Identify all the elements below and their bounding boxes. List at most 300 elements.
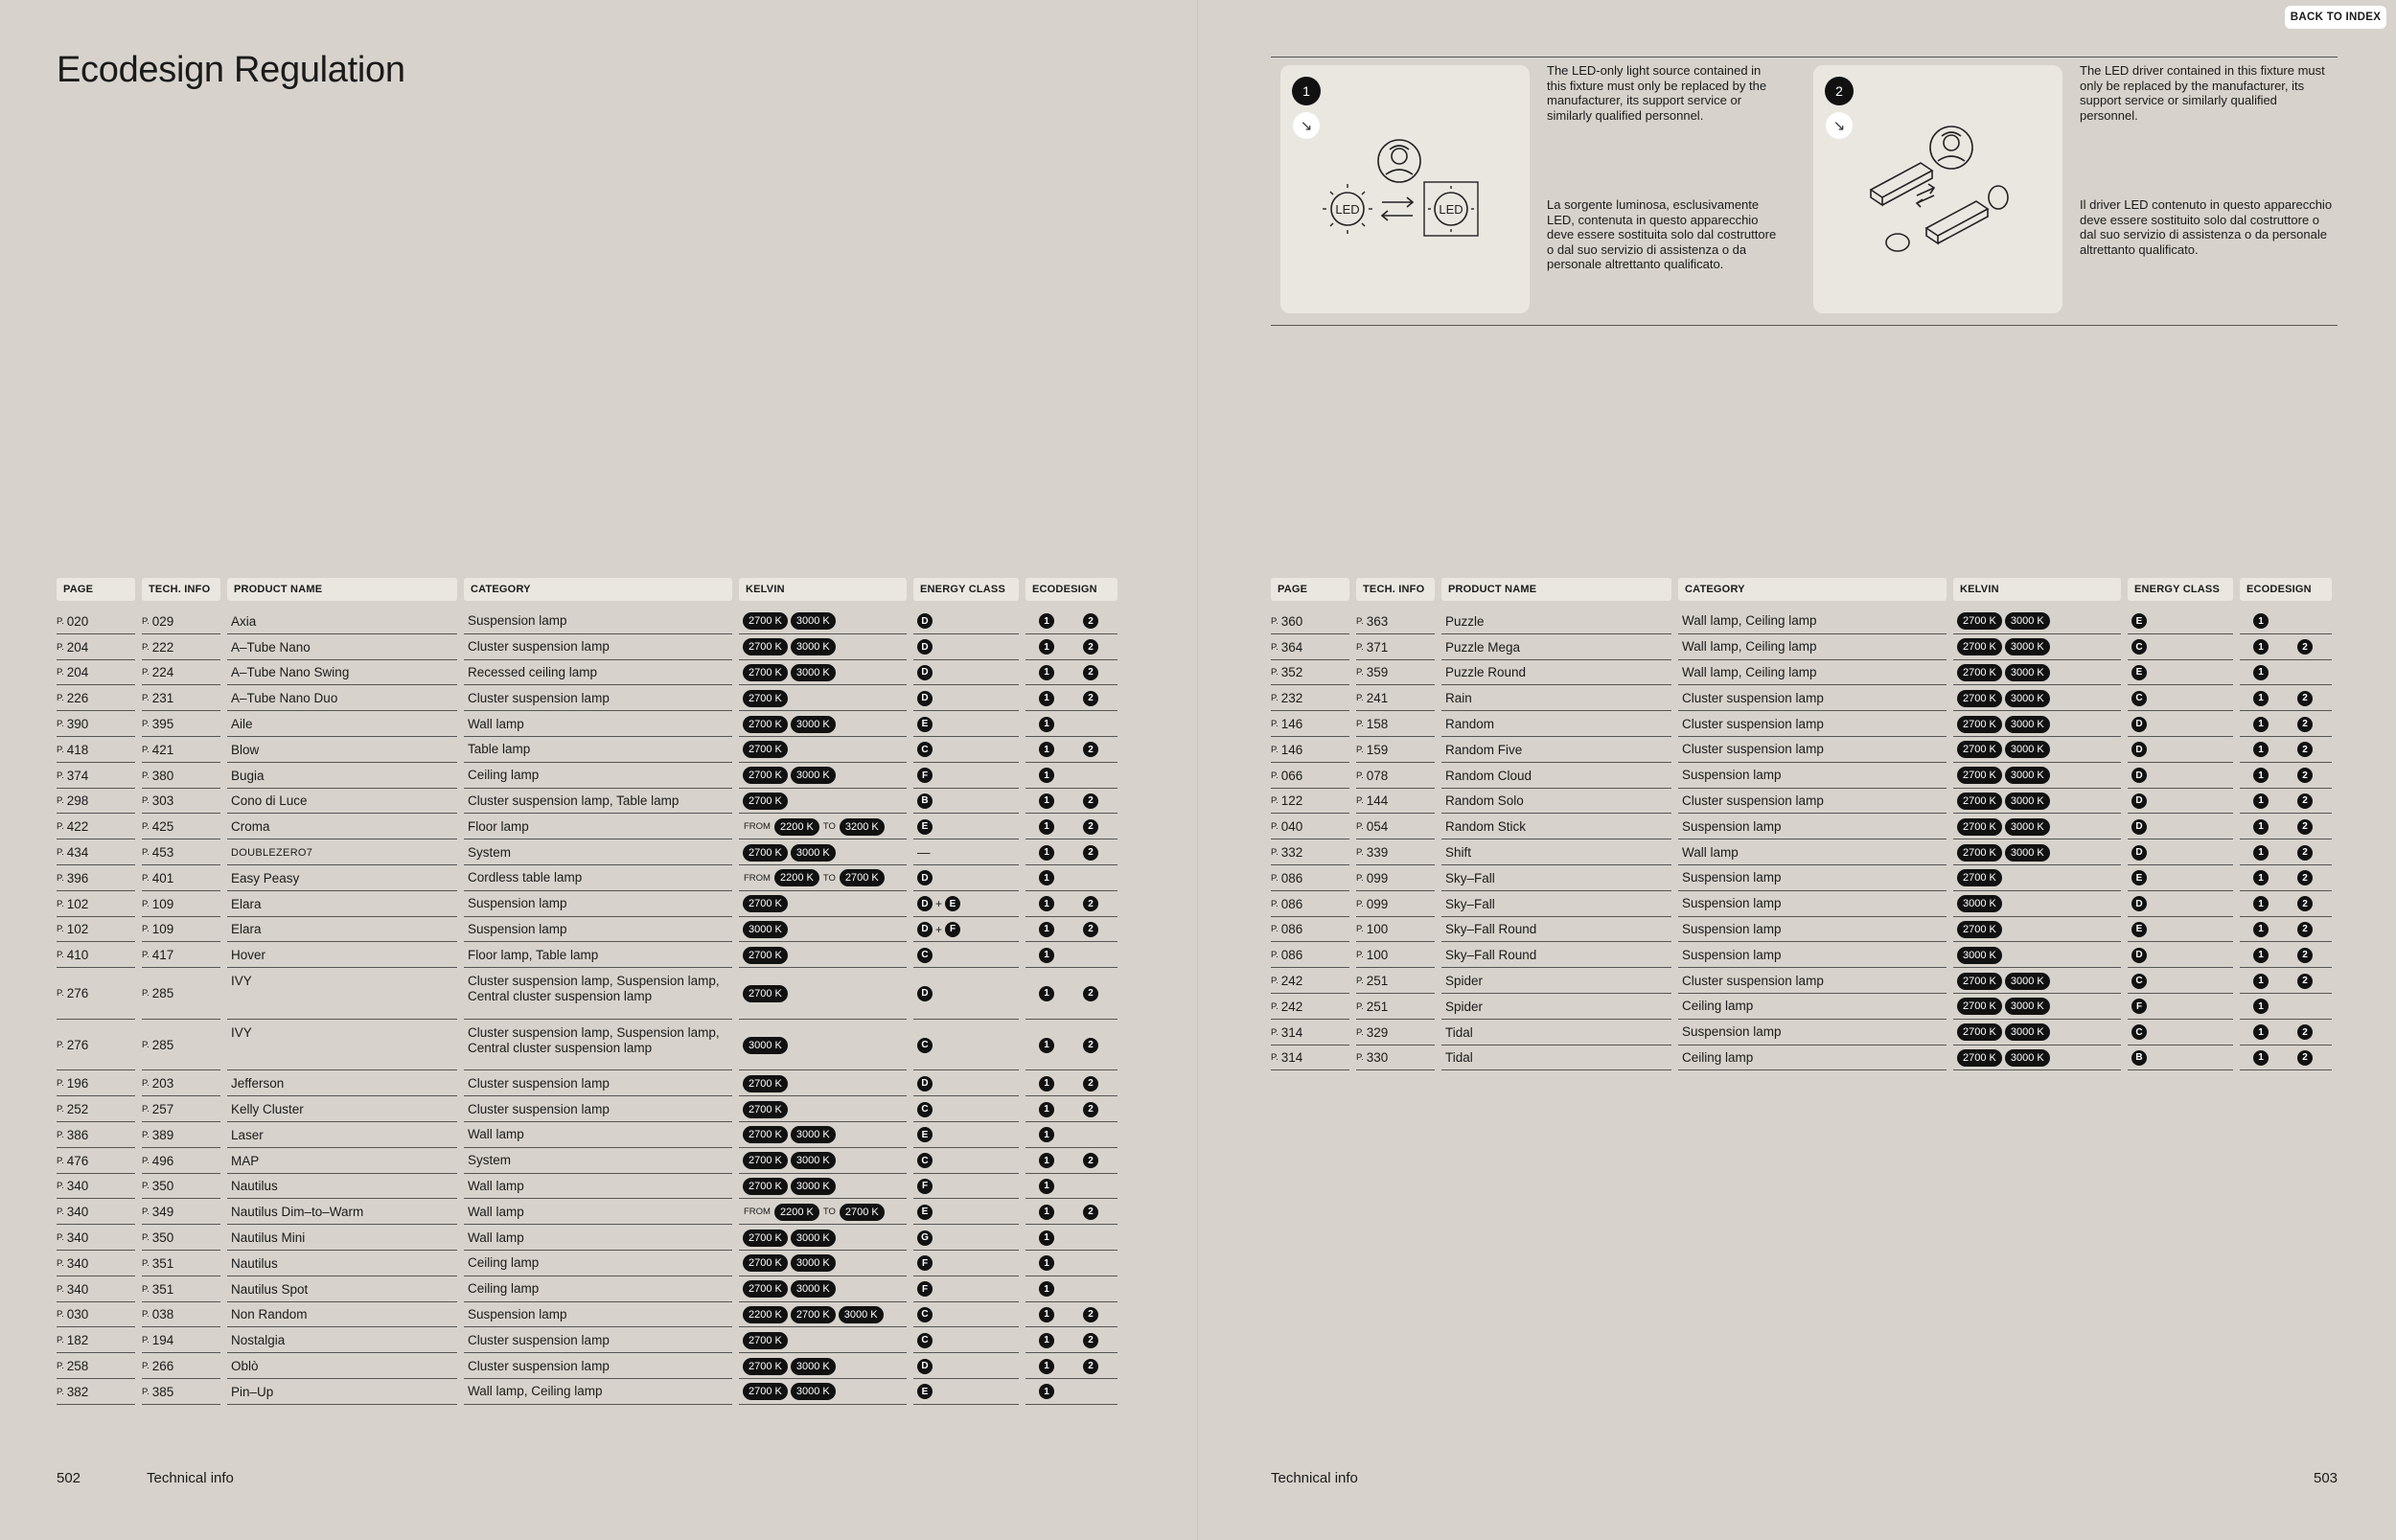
ecodesign-cell: 1 2	[2244, 1020, 2336, 1046]
kelvin-cell: 2700 K 3000 K	[1957, 1020, 2125, 1046]
kelvin-cell: 2700 K 3000 K	[743, 1379, 910, 1405]
ecodesign-cell: 1 2	[1029, 634, 1121, 660]
table-row	[57, 1020, 1130, 1071]
kelvin-cell: FROM 2200 K TO 3200 K	[743, 814, 910, 839]
table-row	[57, 609, 1130, 634]
category-cell: Recessed ceiling lamp	[468, 664, 598, 679]
ecodesign-cell: 1	[1029, 1174, 1121, 1200]
page-cell: P. 340	[57, 1205, 89, 1220]
ecodesign-cell: 1 2	[1029, 685, 1121, 711]
category-cell: Cluster suspension lamp	[1682, 716, 1824, 731]
category-cell: Suspension lamp	[1682, 921, 1782, 936]
table-row	[57, 1251, 1130, 1276]
page-title: Ecodesign Regulation	[57, 50, 405, 90]
table-row	[57, 1302, 1130, 1328]
category-cell: Suspension lamp	[1682, 818, 1782, 834]
led-label-1: LED	[1335, 202, 1360, 217]
notes-bottom-rule	[1271, 325, 2338, 326]
ecodesign-cell: 1 2	[1029, 1148, 1121, 1174]
kelvin-cell: 2700 K 3000 K	[743, 1174, 910, 1200]
product-name-cell: Sky–Fall	[1445, 870, 1495, 885]
ecodesign-cell: 1	[1029, 1379, 1121, 1405]
note-2-badge: 2	[1825, 77, 1854, 105]
table-row	[57, 1353, 1130, 1379]
kelvin-cell: 3000 K	[1957, 891, 2125, 917]
tech-info-cell: P. 109	[142, 896, 174, 911]
kelvin-cell: 2700 K	[743, 1070, 910, 1096]
tech-info-cell: P. 350	[142, 1179, 174, 1194]
kelvin-cell: 2700 K 3000 K	[1957, 609, 2125, 634]
category-cell: System	[468, 844, 512, 860]
product-name-cell: Nautilus Dim–to–Warm	[231, 1205, 364, 1220]
note-1-text-it: La sorgente luminosa, esclusivamente LED, contenuta in questo apparecchio deve essere sostituita solo dal costruttore o dal suo servizio di assistenza o da personale altrettanto qualificato.	[1547, 197, 1777, 271]
right-page	[1198, 0, 2396, 1540]
energy-class-cell: E	[917, 1122, 1023, 1148]
product-name-cell: Croma	[231, 819, 270, 835]
energy-class-cell: C	[917, 1327, 1023, 1353]
kelvin-cell: 2700 K 3000 K	[743, 1122, 910, 1148]
row-rule	[1356, 1069, 1435, 1070]
product-name-cell: MAP	[231, 1153, 260, 1168]
ecodesign-cell: 1	[1029, 1122, 1121, 1148]
footer-section-label: Technical info	[1271, 1470, 1358, 1486]
ecodesign-cell: 1 2	[2244, 737, 2336, 763]
column-header: TECH. INFO	[1356, 578, 1435, 601]
ecodesign-cell: 1 2	[1029, 839, 1121, 865]
product-name-cell: Random Five	[1445, 742, 1523, 757]
category-cell: Cluster suspension lamp	[468, 639, 610, 655]
energy-class-cell: D	[917, 1070, 1023, 1096]
column-header: ECODESIGN	[1025, 578, 1117, 601]
table-row	[57, 1327, 1130, 1353]
tech-info-cell: P. 496	[142, 1153, 174, 1168]
energy-class-cell: C	[917, 1020, 1023, 1071]
energy-class-cell: —	[917, 845, 931, 861]
page-cell: P. 146	[1271, 742, 1303, 757]
table-row	[57, 814, 1130, 839]
ecodesign-cell: 1 2	[2244, 942, 2336, 968]
page-cell: P. 252	[57, 1102, 89, 1117]
table-row	[1271, 1020, 2344, 1046]
tech-info-cell: P. 266	[142, 1359, 174, 1374]
table-row	[57, 1070, 1130, 1096]
kelvin-cell: 2700 K	[743, 1096, 910, 1122]
table-row	[57, 1225, 1130, 1251]
page-cell: P. 086	[1271, 870, 1303, 885]
tech-info-cell: P. 203	[142, 1076, 174, 1092]
row-rule	[913, 1404, 1019, 1405]
table-row	[57, 1379, 1130, 1405]
energy-class-cell: C	[917, 1148, 1023, 1174]
category-cell: Wall lamp	[1682, 844, 1739, 860]
energy-class-cell: C	[917, 1302, 1023, 1328]
energy-class-cell: C	[917, 737, 1023, 763]
column-header: KELVIN	[1953, 578, 2121, 601]
product-name-cell: DOUBLEZERO7	[231, 846, 313, 859]
ecodesign-cell: 1	[1029, 1251, 1121, 1276]
tech-info-cell: P. 159	[1356, 742, 1389, 757]
table-row	[1271, 737, 2344, 763]
kelvin-cell: 2700 K 3000 K	[1957, 789, 2125, 815]
category-cell: Cordless table lamp	[468, 870, 583, 885]
product-name-cell: Laser	[231, 1127, 264, 1142]
category-cell: Ceiling lamp	[1682, 999, 1754, 1014]
tech-info-cell: P. 038	[142, 1307, 174, 1322]
category-cell: Cluster suspension lamp, Suspension lamp, Central cluster suspension lamp	[468, 1024, 720, 1055]
kelvin-cell: 2700 K 3000 K	[1957, 814, 2125, 839]
ecodesign-cell: 1 2	[1029, 789, 1121, 815]
note-2-text-en: The LED driver contained in this fixture must only be replaced by the manufacturer, its support service or similarly qualified personnel.	[2080, 63, 2325, 123]
ecodesign-cell: 1 2	[2244, 1046, 2336, 1071]
left-page	[0, 0, 1197, 1540]
category-cell: Ceiling lamp	[468, 768, 540, 783]
back-to-index-button[interactable]: BACK TO INDEX	[2285, 6, 2386, 29]
kelvin-cell: 2700 K	[1957, 865, 2125, 891]
kelvin-cell: FROM 2200 K TO 2700 K	[743, 1199, 910, 1225]
note-1-text-en: The LED-only light source contained in this fixture must only be replaced by the manufacturer, its support service or similarly qualified personnel.	[1547, 63, 1767, 123]
tech-info-cell: P. 330	[1356, 1050, 1389, 1066]
table-row	[57, 660, 1130, 686]
page-cell: P. 340	[57, 1179, 89, 1194]
product-name-cell: Sky–Fall Round	[1445, 948, 1537, 963]
product-name-cell: Spider	[1445, 999, 1484, 1014]
table-row	[1271, 814, 2344, 839]
ecodesign-cell: 1 2	[2244, 814, 2336, 839]
kelvin-cell: 2700 K	[743, 942, 910, 968]
table-row	[1271, 609, 2344, 634]
product-name-cell: Puzzle Round	[1445, 665, 1527, 680]
energy-class-cell: C	[917, 942, 1023, 968]
ecodesign-cell: 1 2	[2244, 891, 2336, 917]
row-rule	[227, 1404, 457, 1405]
product-name-cell: Oblò	[231, 1359, 259, 1374]
ecodesign-cell: 1 2	[1029, 737, 1121, 763]
product-name-cell: Blow	[231, 742, 260, 757]
energy-class-cell: G	[917, 1225, 1023, 1251]
page-cell: P. 390	[57, 717, 89, 732]
row-rule	[1271, 1069, 1349, 1070]
tech-info-cell: P. 371	[1356, 639, 1389, 655]
column-header: CATEGORY	[1678, 578, 1947, 601]
product-name-cell: A–Tube Nano	[231, 639, 311, 655]
product-name-cell: Nautilus Mini	[231, 1230, 306, 1246]
ecodesign-cell: 1 2	[1029, 891, 1121, 917]
tech-info-cell: P. 078	[1356, 768, 1389, 783]
row-rule	[739, 1404, 907, 1405]
table-row	[1271, 763, 2344, 789]
row-rule	[464, 1404, 732, 1405]
energy-class-cell: F	[2131, 994, 2237, 1020]
kelvin-cell: 2700 K	[743, 685, 910, 711]
ecodesign-cell: 1	[1029, 763, 1121, 789]
page-cell: P. 242	[1271, 974, 1303, 989]
product-name-cell: Nostalgia	[231, 1333, 286, 1348]
energy-class-cell: D	[917, 634, 1023, 660]
ecodesign-cell: 1	[2244, 609, 2336, 634]
category-cell: Suspension lamp	[1682, 896, 1782, 911]
note-2-text-it: Il driver LED contenuto in questo apparecchio deve essere sostituito solo dal costruttore o dal suo servizio di assistenza o da personale altrettanto qualificato.	[2080, 197, 2333, 257]
page-cell: P. 410	[57, 948, 89, 963]
footer-page-number: 502	[57, 1470, 81, 1486]
ecodesign-cell: 1 2	[2244, 711, 2336, 737]
product-name-cell: IVY	[231, 1024, 252, 1040]
energy-class-cell: D	[917, 1353, 1023, 1379]
page-cell: P. 020	[57, 613, 89, 629]
table-row	[57, 891, 1130, 917]
energy-class-cell: C	[2131, 968, 2237, 994]
page-cell: P. 352	[1271, 665, 1303, 680]
column-header: PAGE	[57, 578, 135, 601]
ecodesign-cell: 1 2	[2244, 763, 2336, 789]
ecodesign-cell: 1	[1029, 1225, 1121, 1251]
table-row	[57, 865, 1130, 891]
category-cell: Wall lamp, Ceiling lamp	[1682, 613, 1817, 629]
product-name-cell: Bugia	[231, 768, 265, 783]
energy-class-cell: F	[917, 1276, 1023, 1302]
category-cell: Cluster suspension lamp	[1682, 690, 1824, 705]
category-cell: Wall lamp	[468, 716, 524, 731]
product-name-cell: Puzzle Mega	[1445, 639, 1521, 655]
tech-info-cell: P. 054	[1356, 819, 1389, 835]
led-label-2: LED	[1439, 202, 1463, 217]
page-cell: P. 030	[57, 1307, 89, 1322]
tech-info-cell: P. 100	[1356, 948, 1389, 963]
column-header: PAGE	[1271, 578, 1349, 601]
energy-class-cell: C	[2131, 685, 2237, 711]
energy-class-cell: F	[917, 1174, 1023, 1200]
arrow-down-right-icon: ↘	[1293, 112, 1320, 139]
note-1-badge: 1	[1292, 77, 1321, 105]
column-header: TECH. INFO	[142, 578, 220, 601]
kelvin-cell: 3000 K	[743, 1020, 910, 1071]
product-name-cell: Random Solo	[1445, 793, 1524, 809]
energy-class-cell: D	[917, 685, 1023, 711]
tech-info-cell: P. 453	[142, 845, 174, 861]
energy-class-cell: C	[2131, 634, 2237, 660]
tech-info-cell: P. 109	[142, 922, 174, 937]
product-name-cell: Aile	[231, 717, 253, 732]
table-row	[1271, 917, 2344, 943]
product-name-cell: Elara	[231, 922, 262, 937]
tech-info-cell: P. 099	[1356, 896, 1389, 911]
table-row	[57, 711, 1130, 737]
kelvin-cell: FROM 2200 K TO 2700 K	[743, 865, 910, 891]
tech-info-cell: P. 359	[1356, 665, 1389, 680]
page-cell: P. 340	[57, 1230, 89, 1246]
tech-info-cell: P. 029	[142, 613, 174, 629]
page-cell: P. 332	[1271, 845, 1303, 861]
page-cell: P. 146	[1271, 717, 1303, 732]
product-name-cell: IVY	[231, 974, 252, 989]
table-row	[57, 1148, 1130, 1174]
category-cell: Suspension lamp	[468, 896, 567, 911]
page-cell: P. 066	[1271, 768, 1303, 783]
table-row	[57, 789, 1130, 815]
kelvin-cell: 2700 K 3000 K	[743, 1225, 910, 1251]
column-header: ENERGY CLASS	[913, 578, 1019, 601]
ecodesign-cell: 1 2	[1029, 1327, 1121, 1353]
ecodesign-cell: 1	[1029, 711, 1121, 737]
kelvin-cell: 2700 K 3000 K	[743, 634, 910, 660]
page-cell: P. 418	[57, 742, 89, 757]
table-row	[57, 839, 1130, 865]
column-header: KELVIN	[739, 578, 907, 601]
kelvin-cell: 2700 K 3000 K	[1957, 660, 2125, 686]
category-cell: Suspension lamp	[468, 921, 567, 936]
tech-info-cell: P. 303	[142, 793, 174, 809]
ecodesign-cell: 1	[1029, 942, 1121, 968]
category-cell: Cluster suspension lamp	[468, 690, 610, 705]
tech-info-cell: P. 285	[142, 1038, 174, 1053]
tech-info-cell: P. 417	[142, 948, 174, 963]
ecodesign-cell: 1 2	[1029, 660, 1121, 686]
ecodesign-cell: 1 2	[2244, 685, 2336, 711]
product-name-cell: Elara	[231, 896, 262, 911]
note-1-illustration	[1280, 65, 1530, 313]
tech-info-cell: P. 401	[142, 870, 174, 885]
category-cell: Wall lamp, Ceiling lamp	[1682, 639, 1817, 655]
footer-page-number: 503	[2314, 1470, 2338, 1486]
energy-class-cell: D	[917, 865, 1023, 891]
ecodesign-cell: 1 2	[2244, 634, 2336, 660]
ecodesign-cell: 1 2	[1029, 609, 1121, 634]
kelvin-cell: 2700 K	[743, 789, 910, 815]
kelvin-cell: 2700 K 3000 K	[1957, 839, 2125, 865]
product-name-cell: Tidal	[1445, 1024, 1473, 1040]
product-name-cell: Random Stick	[1445, 819, 1527, 835]
energy-class-cell: D	[2131, 942, 2237, 968]
kelvin-cell: 2700 K 3000 K	[743, 660, 910, 686]
energy-class-cell: E	[2131, 609, 2237, 634]
category-cell: Wall lamp	[468, 1178, 524, 1193]
page-cell: P. 204	[57, 639, 89, 655]
table-row	[57, 1096, 1130, 1122]
category-cell: Cluster suspension lamp	[1682, 973, 1824, 988]
category-cell: Suspension lamp	[1682, 947, 1782, 962]
tech-info-cell: P. 285	[142, 986, 174, 1001]
tech-info-cell: P. 222	[142, 639, 174, 655]
column-header: PRODUCT NAME	[1441, 578, 1671, 601]
energy-class-cell: D + F	[917, 917, 1023, 943]
ecodesign-cell: 1 2	[1029, 1353, 1121, 1379]
product-name-cell: Random	[1445, 717, 1495, 732]
table-row	[1271, 789, 2344, 815]
table-row	[1271, 994, 2344, 1020]
page-cell: P. 340	[57, 1281, 89, 1297]
kelvin-cell: 2700 K 3000 K	[1957, 968, 2125, 994]
category-cell: Cluster suspension lamp	[468, 1075, 610, 1091]
category-cell: Cluster suspension lamp, Suspension lamp, Central cluster suspension lamp	[468, 974, 720, 1004]
page-cell: P. 196	[57, 1076, 89, 1092]
ecodesign-cell: 1	[1029, 1276, 1121, 1302]
tech-info-cell: P. 351	[142, 1281, 174, 1297]
column-header: ECODESIGN	[2240, 578, 2332, 601]
energy-class-cell: D	[2131, 839, 2237, 865]
product-name-cell: Tidal	[1445, 1050, 1473, 1066]
table-row	[1271, 968, 2344, 994]
table-row	[57, 942, 1130, 968]
energy-class-cell: D	[2131, 763, 2237, 789]
kelvin-cell: 2700 K 3000 K	[1957, 711, 2125, 737]
energy-class-cell: F	[917, 763, 1023, 789]
row-rule	[2240, 1069, 2332, 1070]
category-cell: Suspension lamp	[468, 613, 567, 629]
page-cell: P. 360	[1271, 613, 1303, 629]
kelvin-cell: 2700 K 3000 K	[743, 1353, 910, 1379]
page-cell: P. 314	[1271, 1024, 1303, 1040]
kelvin-cell: 2700 K 3000 K	[743, 609, 910, 634]
tech-info-cell: P. 144	[1356, 793, 1389, 809]
page-cell: P. 226	[57, 691, 89, 706]
row-rule	[57, 1404, 135, 1405]
page-cell: P. 086	[1271, 896, 1303, 911]
ecodesign-cell: 1	[1029, 865, 1121, 891]
kelvin-cell: 2700 K 3000 K	[743, 1148, 910, 1174]
product-name-cell: Non Random	[231, 1307, 308, 1322]
product-name-cell: Nautilus Spot	[231, 1281, 309, 1297]
table-row	[1271, 839, 2344, 865]
page-cell: P. 434	[57, 845, 89, 861]
ecodesign-cell: 1 2	[2244, 839, 2336, 865]
page-cell: P. 386	[57, 1127, 89, 1142]
ecodesign-cell: 1 2	[2244, 917, 2336, 943]
page-cell: P. 040	[1271, 819, 1303, 835]
tech-info-cell: P. 395	[142, 717, 174, 732]
category-cell: Suspension lamp	[1682, 768, 1782, 783]
table-row	[1271, 942, 2344, 968]
kelvin-cell: 3000 K	[743, 917, 910, 943]
category-cell: Cluster suspension lamp	[1682, 742, 1824, 757]
page-cell: P. 232	[1271, 691, 1303, 706]
tech-info-cell: P. 100	[1356, 922, 1389, 937]
product-name-cell: Rain	[1445, 691, 1472, 706]
page-cell: P. 298	[57, 793, 89, 809]
table-row	[57, 1199, 1130, 1225]
tech-info-cell: P. 158	[1356, 717, 1389, 732]
table-row	[1271, 1046, 2344, 1071]
product-name-cell: Sky–Fall	[1445, 896, 1495, 911]
table-row	[1271, 660, 2344, 686]
kelvin-cell: 2700 K 3000 K	[1957, 763, 2125, 789]
energy-class-cell: D	[917, 968, 1023, 1020]
category-cell: Floor lamp	[468, 818, 529, 834]
tech-info-cell: P. 339	[1356, 845, 1389, 861]
category-cell: System	[468, 1153, 512, 1168]
energy-class-cell: D + E	[917, 891, 1023, 917]
ecodesign-cell: 1 2	[1029, 1199, 1121, 1225]
product-name-cell: Nautilus	[231, 1255, 278, 1271]
ecodesign-cell: 1 2	[1029, 917, 1121, 943]
page-cell: P. 476	[57, 1153, 89, 1168]
product-name-cell: Axia	[231, 613, 257, 629]
row-rule	[1441, 1069, 1671, 1070]
arrow-down-right-icon: ↘	[1826, 112, 1853, 139]
energy-class-cell: E	[917, 1379, 1023, 1405]
energy-class-cell: B	[917, 789, 1023, 815]
tech-info-cell: P. 257	[142, 1102, 174, 1117]
tech-info-cell: P. 231	[142, 691, 174, 706]
row-rule	[142, 1404, 220, 1405]
ecodesign-cell: 1 2	[1029, 814, 1121, 839]
kelvin-cell: 2700 K	[743, 1327, 910, 1353]
category-cell: Wall lamp, Ceiling lamp	[1682, 664, 1817, 679]
kelvin-cell: 2700 K	[743, 968, 910, 1020]
table-row	[57, 634, 1130, 660]
column-header: CATEGORY	[464, 578, 732, 601]
tech-info-cell: P. 251	[1356, 999, 1389, 1014]
product-name-cell: Sky–Fall Round	[1445, 922, 1537, 937]
tech-info-cell: P. 425	[142, 819, 174, 835]
